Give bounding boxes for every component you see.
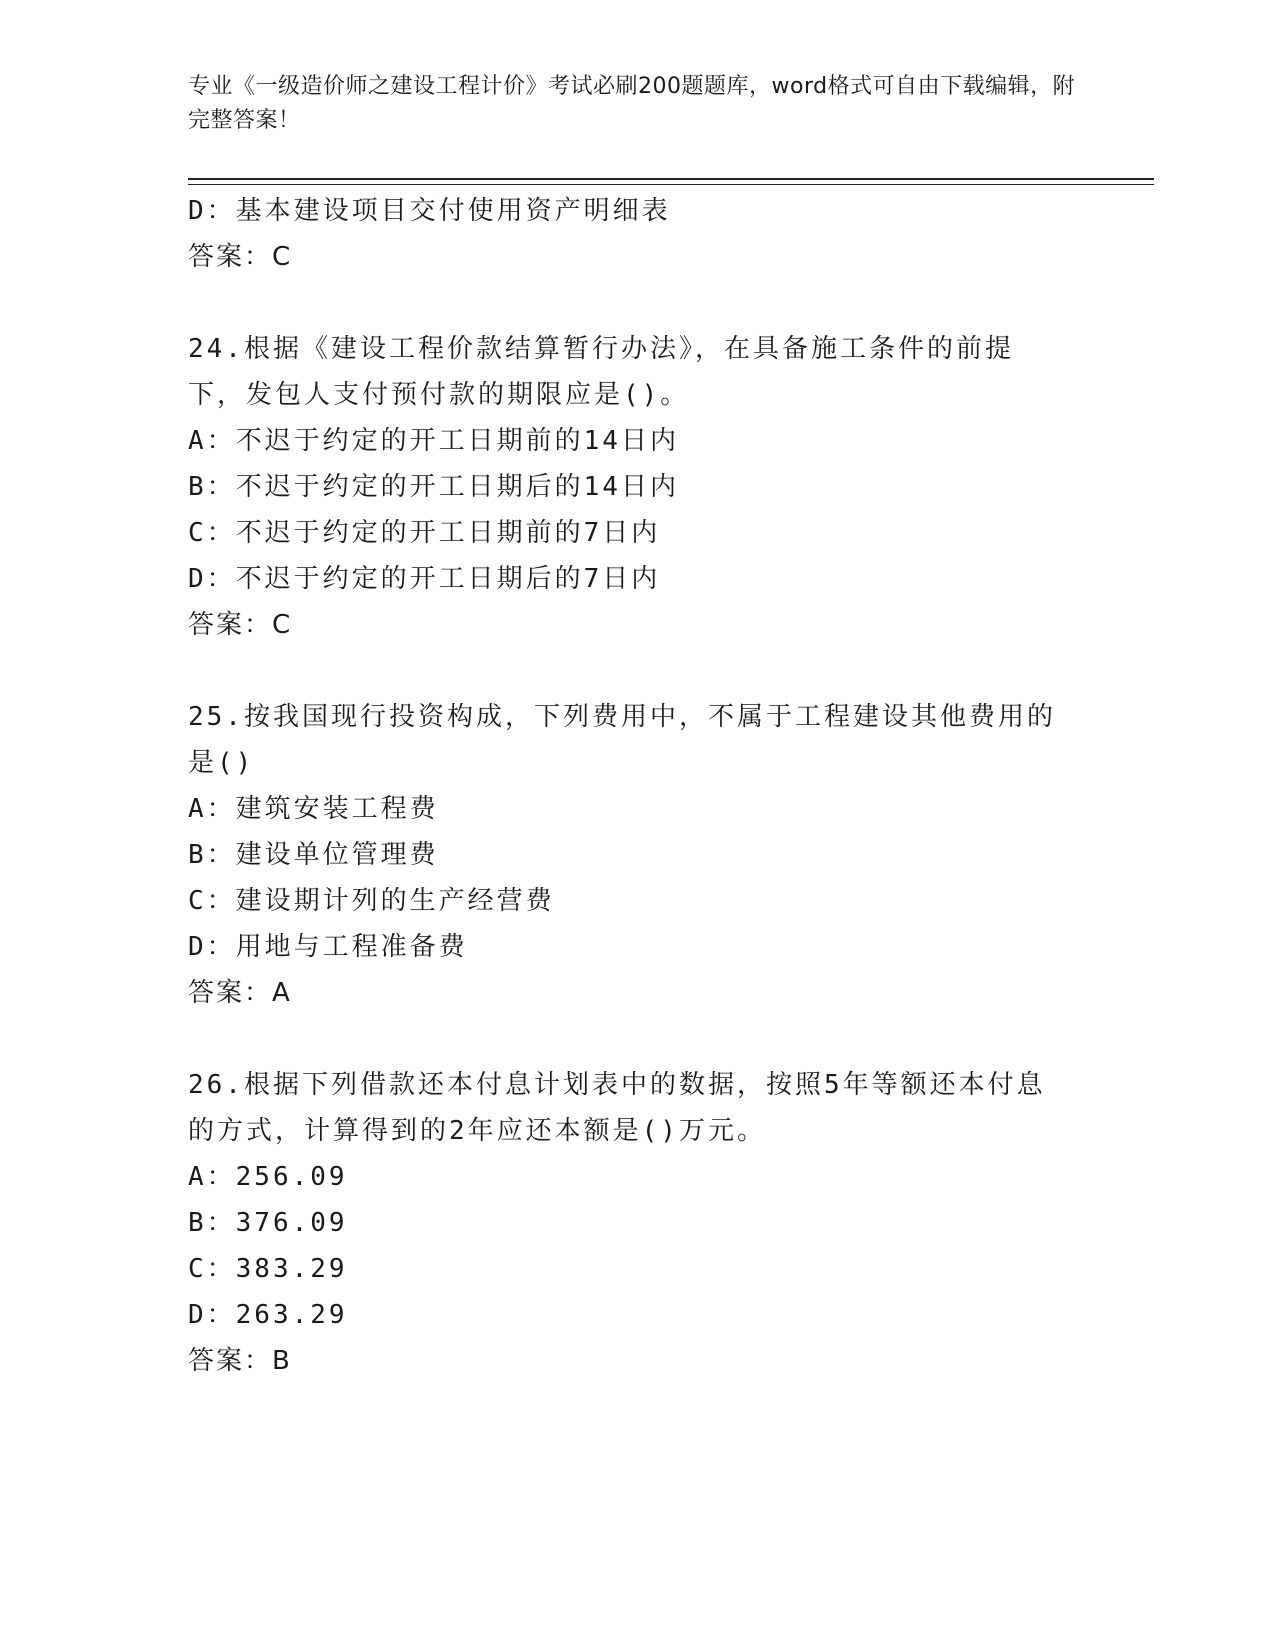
question-text: 25.按我国现行投资构成，下列费用中，不属于工程建设其他费用的是() bbox=[188, 702, 1056, 778]
option-b: B：376.09 bbox=[188, 1208, 348, 1238]
header-rule-thin bbox=[188, 184, 1154, 185]
option-a: A：建筑安装工程费 bbox=[188, 794, 439, 824]
question-block-24 bbox=[188, 326, 1088, 648]
question-text: 24.根据《建设工程价款结算暂行办法》，在具备施工条件的前提下，发包人支付预付款的期限应是()。 bbox=[188, 334, 1014, 410]
header-rule-thick bbox=[188, 178, 1154, 180]
option-c: C：383.29 bbox=[188, 1254, 348, 1284]
option-d: D：用地与工程准备费 bbox=[188, 932, 468, 962]
question-block-26 bbox=[188, 1062, 1088, 1384]
option-b: B：不迟于约定的开工日期后的14日内 bbox=[188, 472, 679, 502]
question-text: 26.根据下列借款还本付息计划表中的数据，按照5年等额还本付息的方式，计算得到的2年应还本额是()万元。 bbox=[188, 1070, 1046, 1146]
page-header: 专业《一级造价师之建设工程计价》考试必刷200题题库，word格式可自由下载编辑，附完整答案！ bbox=[188, 74, 1076, 133]
answer-line: 答案：B bbox=[188, 1346, 292, 1376]
option-c: C：建设期计列的生产经营费 bbox=[188, 886, 555, 916]
option-b: B：建设单位管理费 bbox=[188, 840, 439, 870]
answer-line: 答案：C bbox=[188, 610, 293, 640]
option-a: A：不迟于约定的开工日期前的14日内 bbox=[188, 426, 679, 456]
option-d: D：263.29 bbox=[188, 1300, 348, 1330]
question-block-25 bbox=[188, 694, 1088, 1016]
option-a: A：256.09 bbox=[188, 1162, 348, 1192]
option-c: C：不迟于约定的开工日期前的7日内 bbox=[188, 518, 661, 548]
question-block-continued bbox=[188, 188, 1088, 280]
option-d: D：不迟于约定的开工日期后的7日内 bbox=[188, 564, 661, 594]
option-d: D：基本建设项目交付使用资产明细表 bbox=[188, 196, 671, 226]
answer-line: 答案：A bbox=[188, 978, 292, 1008]
document-body bbox=[188, 188, 1088, 1384]
answer-line: 答案：C bbox=[188, 242, 293, 272]
